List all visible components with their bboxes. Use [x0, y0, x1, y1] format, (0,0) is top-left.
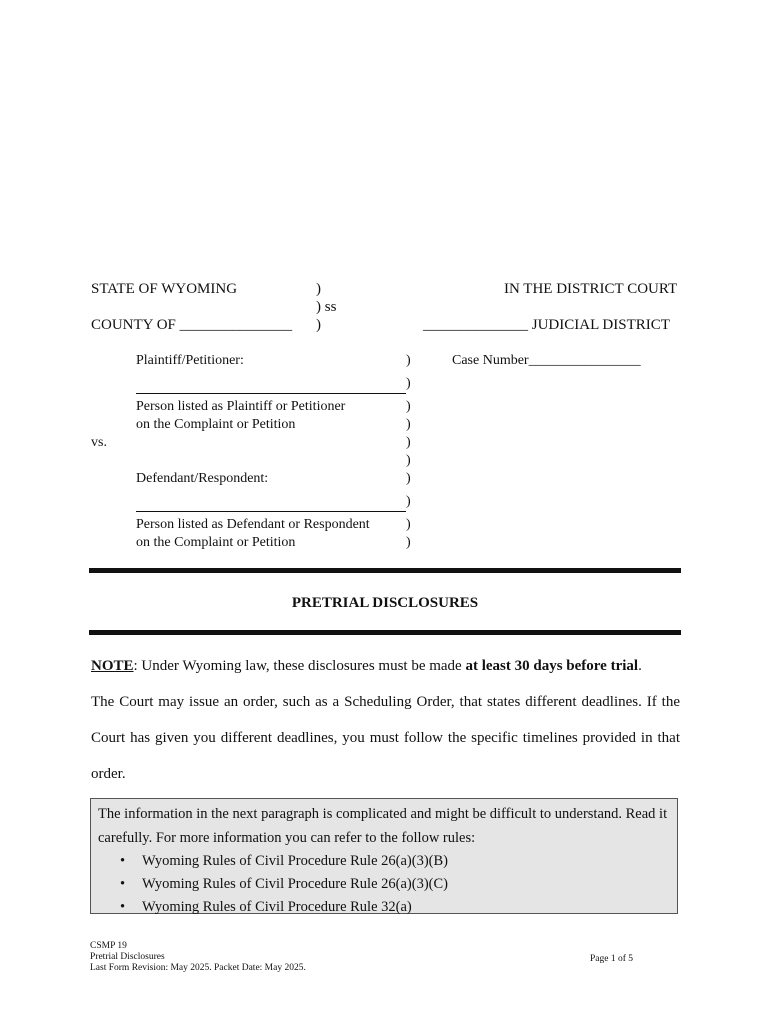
caption-paren: ) [406, 535, 411, 550]
note-line [91, 658, 642, 675]
caption-paren: ) [406, 417, 411, 432]
rules-list [98, 850, 670, 919]
defendant-label: Defendant/Respondent: [136, 471, 269, 486]
form-id: CSMP 19 [90, 941, 127, 951]
versus-label: vs. [91, 435, 107, 450]
plaintiff-description: on the Complaint or Petition [136, 417, 296, 432]
info-box-text: The information in the next paragraph is complicated and might be difficult to understand. Read it carefully. For more information you can refer to the follow rules: [98, 806, 668, 846]
caption-paren: ) [406, 435, 411, 450]
caption-paren: ) [406, 494, 411, 509]
scheduling-paragraph: The Court may issue an order, such as a Scheduling Order, that states different deadlines. If the Court has given you different deadlines, you must follow the specific timelines provided in that order. [91, 694, 680, 782]
county-label: COUNTY OF [91, 317, 176, 333]
list-item: • Wyoming Rules of Civil Procedure Rule 26(a)(3)(C) [142, 873, 670, 896]
title-rule-top [89, 568, 681, 573]
case-number-line [452, 353, 641, 369]
note-deadline: at least 30 days before trial [465, 658, 639, 674]
state-label: STATE OF WYOMING [91, 281, 238, 297]
footer-left [90, 941, 306, 974]
caption-paren: ) [316, 317, 321, 333]
title-rule-bottom [89, 630, 681, 635]
plaintiff-signature-line [136, 376, 406, 394]
note-text: : Under Wyoming law, these disclosures must be made [133, 658, 466, 674]
case-number-blank: ________________ [528, 353, 641, 368]
note-label: NOTE [91, 658, 134, 674]
plaintiff-label: Plaintiff/Petitioner: [136, 353, 244, 368]
defendant-description: on the Complaint or Petition [136, 535, 296, 550]
caption-paren: ) [406, 399, 411, 414]
district-label: JUDICIAL DISTRICT [531, 317, 670, 333]
district-blank: ______________ [423, 317, 528, 333]
county-line [91, 317, 292, 334]
plaintiff-description: Person listed as Plaintiff or Petitioner [136, 399, 346, 414]
caption-paren: ) [406, 471, 411, 486]
defendant-description: Person listed as Defendant or Respondent [136, 517, 370, 532]
list-item: • Wyoming Rules of Civil Procedure Rule 26(a)(3)(B) [142, 850, 670, 873]
county-blank: _______________ [179, 317, 293, 333]
note-end: . [638, 658, 642, 674]
list-item: • Wyoming Rules of Civil Procedure Rule 32(a) [142, 896, 670, 919]
form-revision: Last Form Revision: May 2025. Packet Date: May 2025. [90, 963, 306, 973]
case-number-label: Case Number [452, 353, 529, 368]
caption-paren: ) [406, 517, 411, 532]
defendant-signature-line [136, 494, 406, 512]
caption-paren: ) [406, 353, 411, 368]
page-number: Page 1 of 5 [590, 954, 634, 964]
caption-paren: ) [316, 281, 321, 297]
form-name: Pretrial Disclosures [90, 952, 165, 962]
page-title: PRETRIAL DISCLOSURES [291, 595, 479, 611]
caption-paren: ) [406, 453, 411, 468]
court-label: IN THE DISTRICT COURT [504, 281, 678, 297]
caption-ss: ) ss [316, 299, 337, 315]
caption-paren: ) [406, 376, 411, 391]
district-line [423, 317, 670, 334]
info-box [90, 798, 678, 914]
